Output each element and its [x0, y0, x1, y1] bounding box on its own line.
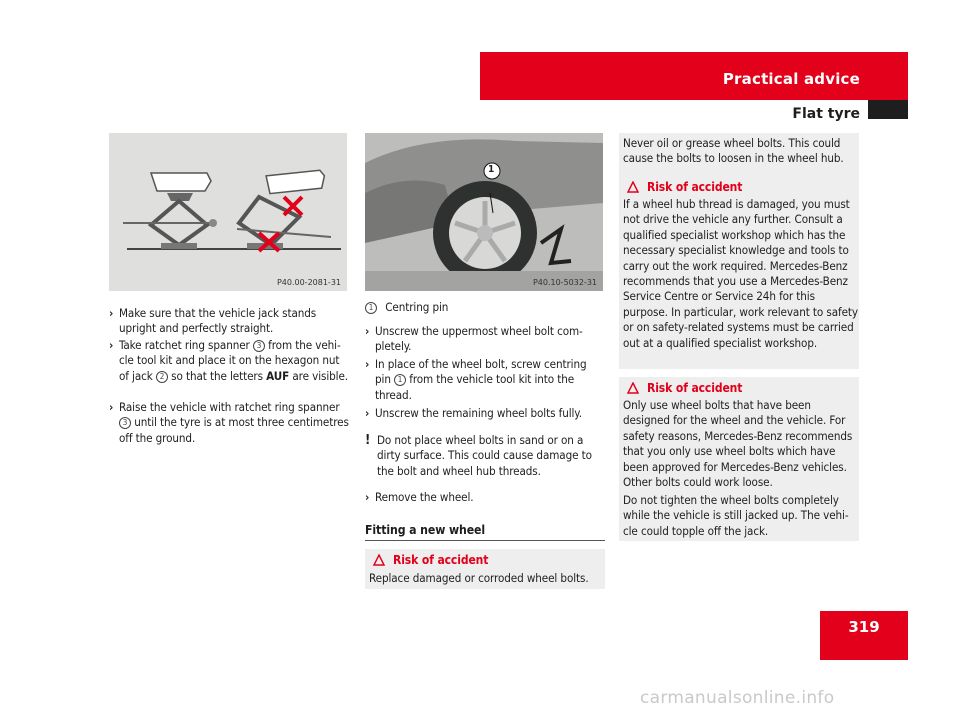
warning-icon [373, 554, 385, 566]
figure-code: P40.10-5032-31 [532, 278, 597, 287]
jack-illustration [109, 133, 347, 291]
warning-text: Only use wheel bolts that have been designed for the wheel and the vehicle. For safety reasons, Mercedes-Benz recommends that you only use wheel bolts which have been approved for Mercedes-Benz vehicles. Other bolts could work loose. [623, 398, 853, 490]
arrow-icon: › [109, 400, 114, 414]
list-item: › In place of the wheel bolt, screw centring pin 1 from the vehicle tool kit into the thread. [365, 357, 587, 402]
warning-title: Risk of accident [393, 553, 489, 567]
arrow-icon: › [365, 406, 370, 420]
list-item-text: Make sure that the vehicle jack stands upright and perfectly straight. [119, 306, 317, 336]
callout-1: 1 [488, 164, 495, 175]
wheel-photo [365, 133, 603, 291]
warning-title: Risk of accident [647, 180, 743, 194]
subsection-title: Flat tyre [792, 106, 860, 122]
warning-title: Risk of accident [647, 381, 743, 395]
warning-box [619, 377, 859, 541]
warning-text: Replace damaged or corroded wheel bolts. [369, 571, 589, 585]
intro-text: Never oil or grease wheel bolts. This could cause the bolts to loosen in the wheel hub. [623, 136, 844, 166]
watermark: carmanualsonline.info [640, 688, 835, 708]
arrow-icon: › [109, 306, 114, 320]
callout-2: 2 [156, 371, 168, 383]
list-item: › Take ratchet ring spanner 3 from the vehicle tool kit and place it on the hexagon nut of jack 2 so that the letters AUF are visible. [109, 338, 348, 383]
page-number: 319 [848, 618, 880, 636]
warning-text: Do not tighten the wheel bolts completely while the vehicle is still jacked up. The vehicle could topple off the jack. [623, 493, 849, 538]
list-item: › Raise the vehicle with ratchet ring spanner 3 until the tyre is at most three centimetres off the ground. [109, 400, 349, 445]
figure-code: P40.00-2081-31 [276, 278, 341, 287]
header-marker [868, 100, 908, 119]
wheel-figure [365, 133, 603, 291]
list-item: › Remove the wheel. [365, 490, 474, 504]
legend: 1 Centring pin [365, 300, 448, 315]
warning-text: If a wheel hub thread is damaged, you must not drive the vehicle any further. Consult a qualified specialist workshop which has the necessary specialist knowledge and tools to carry out the work required. Mercedes-Benz recommends that you use a Mercedes-Benz Service Centre or Service 24h for this purpose. In particular, work relevant to safety or on safety-related systems must be carried out at a qualified specialist workshop. [623, 197, 858, 350]
arrow-icon: › [109, 338, 114, 352]
warning-box [365, 549, 605, 589]
arrow-icon: › [365, 324, 370, 338]
warning-icon [627, 382, 639, 394]
warning-box [619, 133, 859, 369]
list-item [109, 306, 349, 337]
jack-figure [109, 133, 347, 291]
list-item: › Unscrew the uppermost wheel bolt completely. [365, 324, 583, 354]
arrow-icon: › [365, 357, 370, 371]
callout-1: 1 [365, 302, 377, 314]
arrow-icon: › [365, 490, 370, 504]
section-rule [365, 540, 605, 541]
callout-3: 3 [119, 417, 131, 429]
warning-icon [627, 181, 639, 193]
callout-3: 3 [253, 340, 265, 352]
list-item: › Unscrew the remaining wheel bolts fully. [365, 406, 582, 420]
note: ! Do not place wheel bolts in sand or on a dirty surface. This could cause damage to the bolt and wheel hub threads. [365, 433, 592, 478]
callout-1: 1 [394, 374, 406, 386]
section-heading: Fitting a new wheel [365, 523, 486, 537]
exclamation-icon: ! [365, 433, 371, 448]
section-title: Practical advice [722, 70, 860, 88]
